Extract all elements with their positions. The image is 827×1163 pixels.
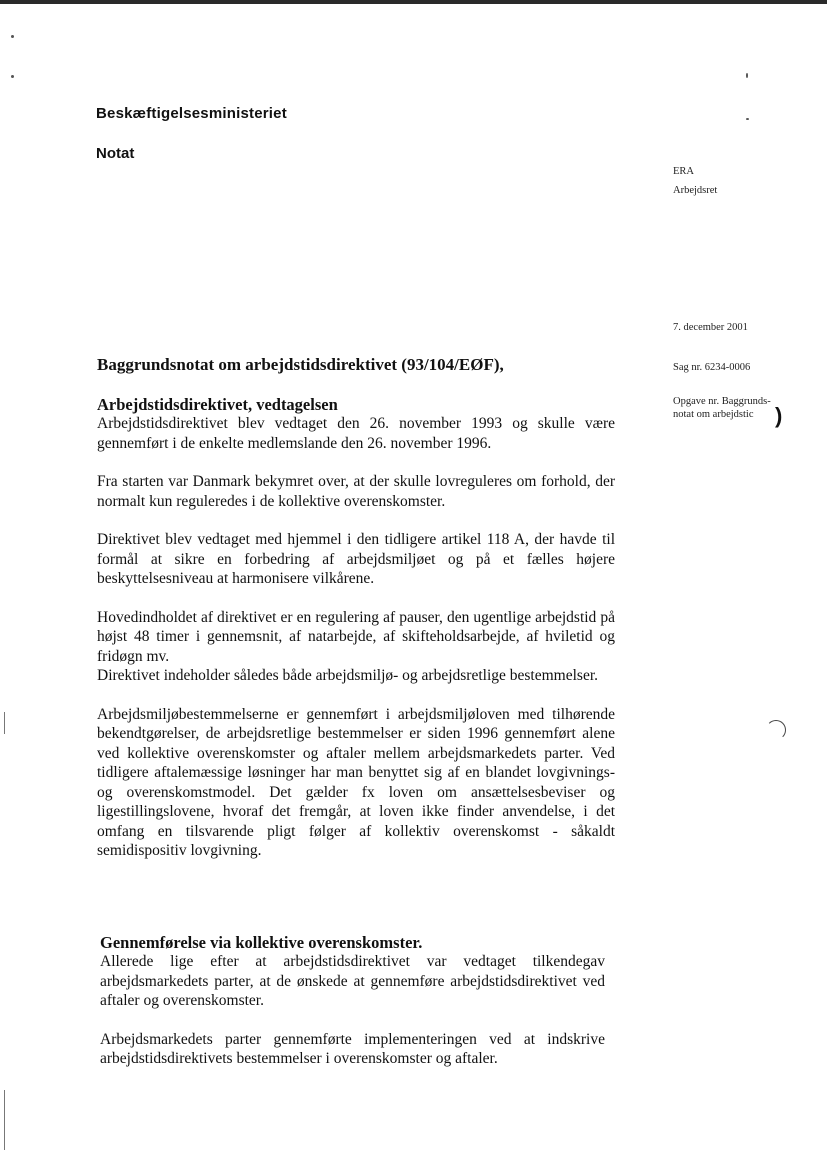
scan-speck — [11, 35, 14, 38]
sidebar-date: 7. december 2001 — [673, 322, 748, 333]
paragraph: Allerede lige efter at arbejdstidsdirektivet var vedtaget tilkendegav arbejdsmarkedets parter, at de ønskede at gennemføre arbejdstidsdirektivet ved aftaler og overenskomster. — [100, 953, 605, 1009]
scan-margin-line — [4, 1090, 5, 1150]
paragraph: Direktivet blev vedtaget med hjemmel i den tidligere artikel 118 A, der havde til formål at sikre en forbedring af arbejdsmiljøet og på et fælles højere beskyttelsesniveau at harmonisere vilkårene. — [97, 531, 615, 587]
sidebar-task-block — [673, 395, 771, 421]
section-gennemfoerelse — [100, 933, 605, 1088]
scan-speck — [746, 118, 749, 120]
sidebar-case-number: Sag nr. 6234-0006 — [673, 362, 751, 373]
bracket-mark: ) — [775, 403, 783, 428]
scan-margin-line — [4, 712, 5, 734]
document-type: Notat — [96, 145, 135, 162]
paragraph: Fra starten var Danmark bekymret over, at der skulle lovreguleres om forhold, der normalt kun reguleredes i de kollektive overenskomster. — [97, 473, 615, 510]
paragraph: Direktivet indeholder således både arbejdsmiljø- og arbejdsretlige bestemmelser. — [97, 667, 599, 684]
scan-speck — [746, 73, 748, 78]
section-vedtagelsen — [97, 395, 615, 880]
scan-circle-mark — [766, 720, 786, 740]
ministry-name: Beskæftigelsesministeriet — [96, 105, 287, 122]
sidebar-unit: Arbejdsret — [673, 185, 718, 196]
scan-speck — [11, 75, 14, 78]
sidebar-org-block — [673, 165, 717, 197]
scan-top-border — [0, 0, 827, 4]
paragraph: Hovedindholdet af direktivet er en regulering af pauser, den ugentlige arbejdstid på højst 48 timer i gennemsnit, af natarbejde, af skifteholdsarbejde, af hviletid og fridøgn mv. — [97, 608, 615, 665]
section-heading: Arbejdstidsdirektivet, vedtagelsen — [97, 395, 338, 414]
sidebar-org: ERA — [673, 166, 694, 177]
document-title: Baggrundsnotat om arbejdstidsdirektivet (93/104/EØF), — [97, 355, 504, 374]
paragraph: Arbejdstidsdirektivet blev vedtaget den 26. november 1993 og skulle være gennemført i de enkelte medlemslande den 26. november 1996. — [97, 415, 615, 452]
paragraph: Arbejdsmarkedets parter gennemførte implementeringen ved at indskrive arbejdstidsdirektivets bestemmelser i overenskomster og aftaler. — [100, 1030, 605, 1067]
section-heading: Gennemførelse via kollektive overenskomster. — [100, 933, 423, 952]
sidebar-task-line2: notat om arbejdstic — [673, 409, 754, 420]
paragraph: Arbejdsmiljøbestemmelserne er gennemført i arbejdsmiljøloven med tilhørende bekendtgørelser, de arbejdsretlige bestemmelser er siden 1996 gennemført alene ved kollektive overenskomster og aftaler mellem arbejdsmarkedets parter. Ved tidligere aftalemæssige løsninger har man benyttet sig af en blandet lovgivnings- og overenskomstmodel. Det gælder fx loven om ansættelsesbeviser og ligestillingslovene, hvoraf det fremgår, at loven ikke finder anvendelse, i det omfang en tilsvarende pligt følger af kollektiv overenskomst - såkaldt semidispositiv lovgivning. — [97, 705, 615, 859]
sidebar-task-line1: Opgave nr. Baggrunds- — [673, 396, 771, 407]
